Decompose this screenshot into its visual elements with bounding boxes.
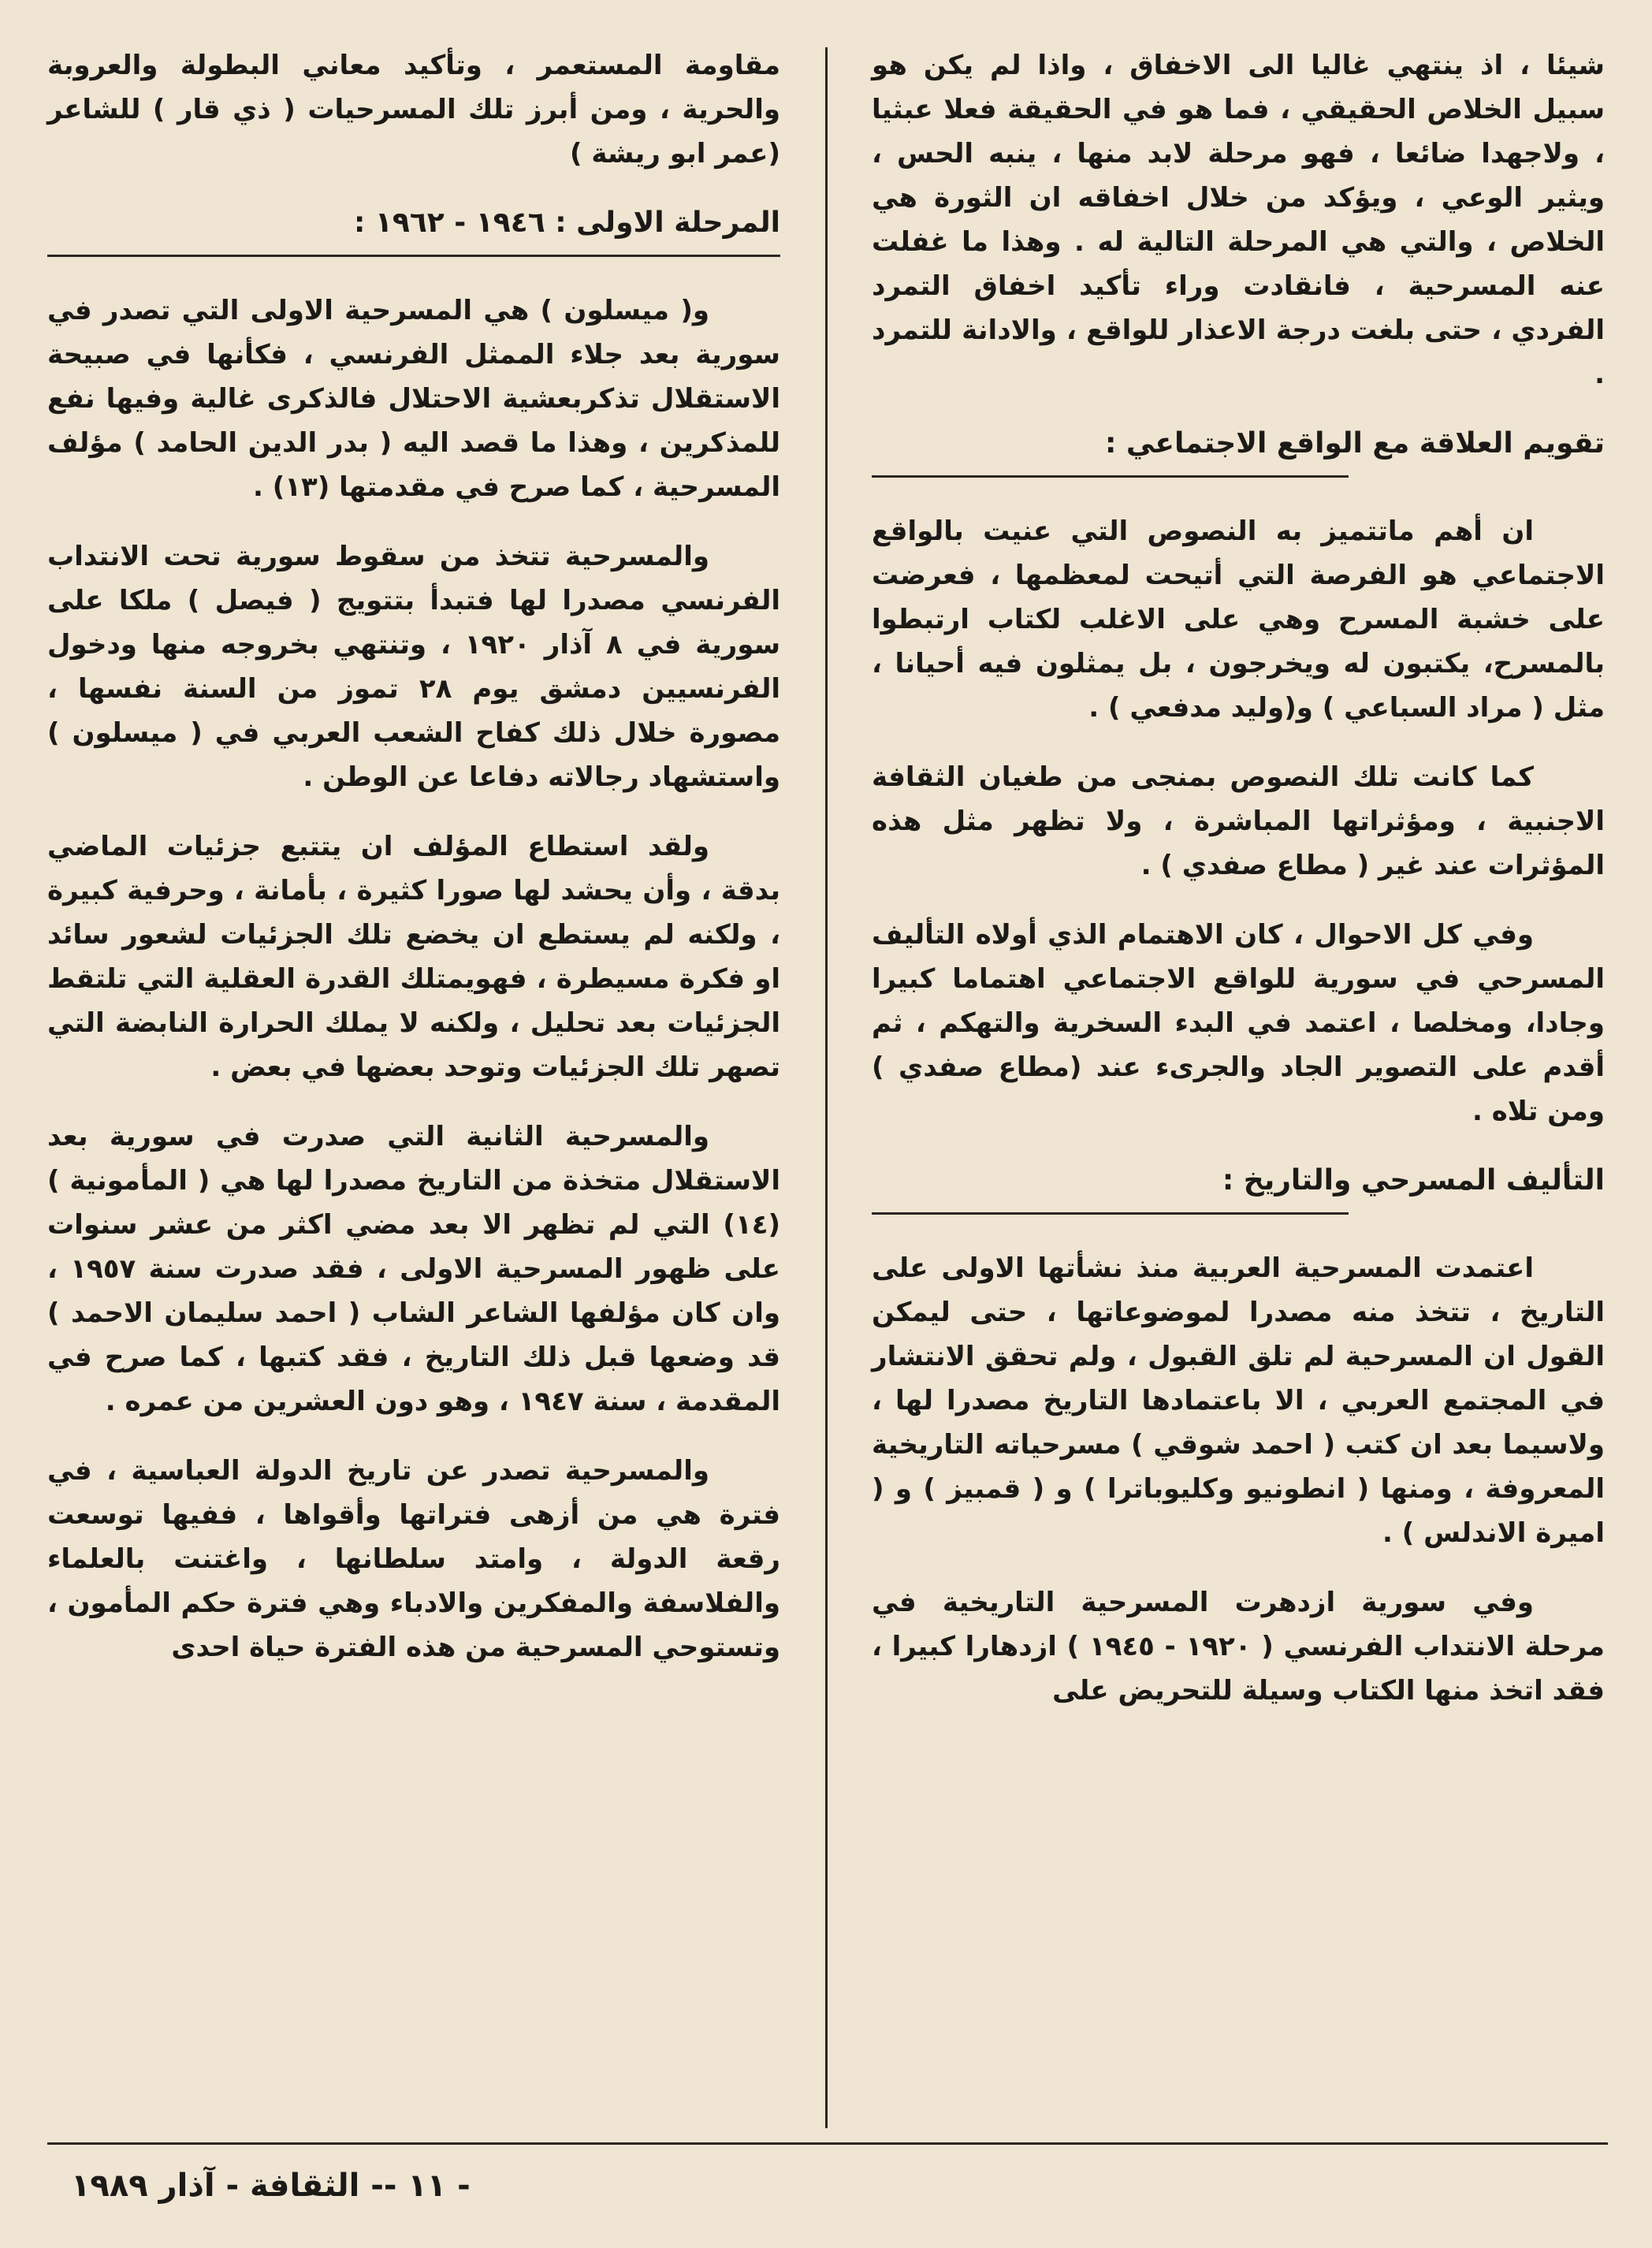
right-column xyxy=(872,43,1605,1738)
section-heading: المرحلة الاولى : ١٩٤٦ - ١٩٦٢ : xyxy=(353,207,780,239)
column-divider xyxy=(825,47,828,2128)
paragraph: وفي كل الاحوال ، كان الاهتمام الذي أولاه التأليف المسرحي في سورية للواقع الاجتماعي اهتماما كبيرا وجادا، ومخلصا ، اعتمد في البدء السخرية والتهكم ، ثم أقدم على التصوير الجاد والجرىء عند (مطاع صفدي ) ومن تلاه . xyxy=(872,919,1605,1127)
section-heading: تقويم العلاقة مع الواقع الاجتماعي : xyxy=(1105,427,1605,460)
heading-rule xyxy=(872,475,1349,478)
paragraph: ان أهم ماتتميز به النصوص التي عنيت بالواقع الاجتماعي هو الفرصة التي أتيحت لمعظمها ، فعرضت على خشبة المسرح وهي على الاغلب لكتاب ارتبطوا بالمسرح، يكتبون له ويخرجون ، بل يمثلون فيه أحيانا ، مثل ( مراد السباعي ) و(وليد مدفعي ) . xyxy=(872,515,1605,724)
paragraph: ولقد استطاع المؤلف ان يتتبع جزئيات الماضي بدقة ، وأن يحشد لها صورا كثيرة ، بأمانة ، وحرفية كبيرة ، ولكنه لم يستطع ان يخضع تلك الجزئيات لشعور سائد او فكرة مسيطرة ، فهويمتلك القدرة العقلية التي تلتقط الجزئيات بعد تحليل ، ولكنه لا يملك الحرارة النابضة التي تصهر تلك الجزئيات وتوحد بعضها في بعض . xyxy=(47,831,780,1083)
paragraph: شيئا ، اذ ينتهي غاليا الى الاخفاق ، واذا لم يكن هو سبيل الخلاص الحقيقي ، فما هو في الحقيقة فعلا عبثيا ، ولاجهدا ضائعا ، فهو مرحلة لابد منها ، ينبه الحس ، ويثير الوعي ، ويؤكد من خلال اخفاقه ان الثورة هي الخلاص ، والتي هي المرحلة التالية له . وهذا ما غفلت عنه المسرحية ، فانقادت وراء تأكيد اخفاق التمرد الفردي ، حتى بلغت درجة الاعذار للواقع ، والادانة للتمرد . xyxy=(872,50,1605,390)
paragraph: اعتمدت المسرحية العربية منذ نشأتها الاولى على التاريخ ، تتخذ منه مصدرا لموضوعاتها ، حتى ليمكن القول ان المسرحية لم تلق القبول ، ولم تحقق الانتشار في المجتمع العربي ، الا باعتمادها التاريخ مصدرا لها ، ولاسيما بعد ان كتب ( احمد شوقي ) مسرحياته التاريخية المعروفة ، ومنها ( انطونيو وكليوباترا ) و ( قمبيز ) و ( اميرة الاندلس ) . xyxy=(872,1252,1605,1549)
paragraph: مقاومة المستعمر ، وتأكيد معاني البطولة والعروبة والحرية ، ومن أبرز تلك المسرحيات ( ذي قار ) للشاعر (عمر ابو ريشة ) xyxy=(47,50,780,169)
paragraph: كما كانت تلك النصوص بمنجى من طغيان الثقافة الاجنبية ، ومؤثراتها المباشرة ، ولا تظهر مثل هذه المؤثرات عند غير ( مطاع صفدي ) . xyxy=(872,761,1605,881)
heading-rule xyxy=(872,1212,1349,1215)
paragraph: والمسرحية الثانية التي صدرت في سورية بعد الاستقلال متخذة من التاريخ مصدرا لها هي ( المأمونية ) (١٤) التي لم تظهر الا بعد مضي اكثر من عشر سنوات على ظهور المسرحية الاولى ، فقد صدرت سنة ١٩٥٧ ، وان كان مؤلفها الشاعر الشاب ( احمد سليمان الاحمد ) قد وضعها قبل ذلك التاريخ ، فقد كتبها ، كما صرح في المقدمة ، سنة ١٩٤٧ ، وهو دون العشرين من عمره . xyxy=(47,1121,780,1417)
paragraph: والمسرحية تتخذ من سقوط سورية تحت الانتداب الفرنسي مصدرا لها فتبدأ بتتويج ( فيصل ) ملكا على سورية في ٨ آذار ١٩٢٠ ، وتنتهي بخروجه منها ودخول الفرنسيين دمشق يوم ٢٨ تموز من السنة نفسها ، مصورة خلال ذلك كفاح الشعب العربي في ( ميسلون ) واستشهاد رجالاته دفاعا عن الوطن . xyxy=(47,541,781,793)
heading-rule xyxy=(47,255,780,257)
page-footer: - ١١ -- الثقافة - آذار ١٩٨٩ xyxy=(71,2168,471,2204)
footer-rule xyxy=(47,2142,1608,2145)
paragraph: والمسرحية تصدر عن تاريخ الدولة العباسية ، في فترة هي من أزهى فتراتها وأقواها ، ففيها توسعت رقعة الدولة ، وامتد سلطانها ، واغتنت بالعلماء والفلاسفة والمفكرين والادباء وهي فترة حكم المأمون ، وتستوحي المسرحية من هذه الفترة حياة احدى xyxy=(47,1455,780,1663)
left-column xyxy=(47,43,780,1695)
paragraph: وفي سورية ازدهرت المسرحية التاريخية في مرحلة الانتداب الفرنسي ( ١٩٢٠ - ١٩٤٥ ) ازدهارا كبيرا ، فقد اتخذ منها الكتاب وسيلة للتحريض على xyxy=(872,1587,1605,1706)
section-heading: التأليف المسرحي والتاريخ : xyxy=(1222,1164,1605,1197)
paragraph: و( ميسلون ) هي المسرحية الاولى التي تصدر في سورية بعد جلاء الممثل الفرنسي ، فكأنها في صبيحة الاستقلال تذكربعشية الاحتلال فالذكرى غالية وفيها نفع للمذكرين ، وهذا ما قصد اليه ( بدر الدين الحامد ) مؤلف المسرحية ، كما صرح في مقدمتها (١٣) . xyxy=(47,295,780,503)
